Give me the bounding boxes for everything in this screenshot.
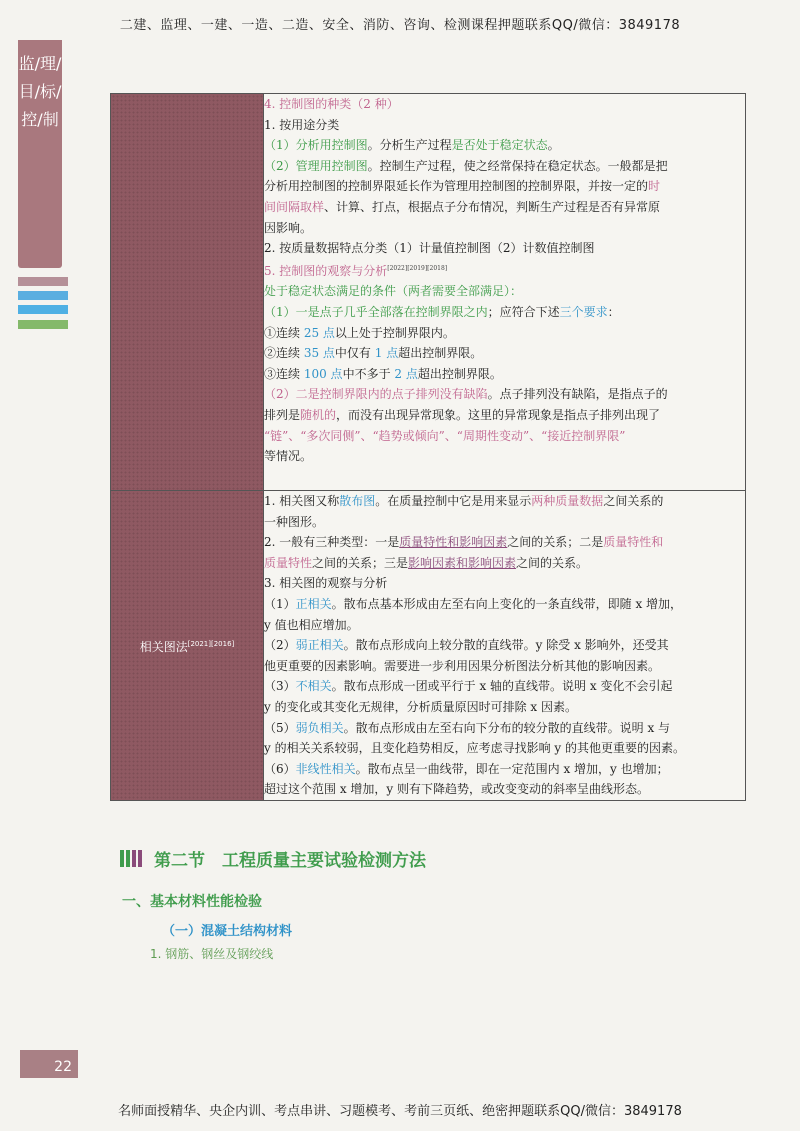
page-number: 22 [20, 1050, 78, 1078]
decor-stripe [18, 320, 68, 329]
highlight-term: 弱正相关 [295, 638, 344, 653]
text-line: 1. 按用途分类 [264, 117, 340, 132]
control-chart-content [264, 94, 746, 491]
text-line [264, 676, 745, 697]
text-span: 中不多于 [342, 366, 395, 381]
section-bars-icon [120, 850, 142, 867]
highlight-term: 质量特性 [264, 555, 313, 570]
highlight-term: 弱负相关 [295, 720, 344, 735]
chapter-side-tab [18, 40, 62, 268]
text-span: ③连续 [264, 366, 304, 381]
text-span: ①连续 [264, 325, 304, 340]
text-line [264, 323, 745, 344]
text-span: 。分析生产过程 [367, 138, 452, 153]
text-line: 4. 控制图的种类（2 种） [264, 97, 399, 111]
highlight-term: 时 [648, 179, 661, 194]
decor-stripe [18, 305, 68, 314]
text-line [264, 135, 745, 156]
highlight-term: 质量特性和 [603, 535, 664, 550]
heading-level-3: 1. 钢筋、钢丝及钢绞线 [150, 947, 274, 961]
highlight-term: 正相关 [295, 596, 332, 611]
text-span: ： [607, 304, 620, 319]
highlight-term: 100 点 [303, 366, 343, 381]
text-span: ；应符合下述 [487, 304, 560, 319]
text-line [264, 384, 745, 405]
highlight-term: 25 点 [303, 325, 335, 340]
text-span: 。散布点形成由左至右向下分布的较分散的直线带。说明 x 与 [343, 720, 671, 735]
text-span: 。散布点形成向上较分散的直线带。y 除受 x 影响外，还受其 [343, 638, 669, 653]
footer-banner: 名师面授精华、央企内训、考点串讲、习题模考、考前三页纸、绝密押题联系QQ/微信：3849178 [118, 1104, 682, 1119]
section-title-text: 第二节 工程质量主要试验检测方法 [154, 851, 426, 871]
text-span: （3） [264, 679, 296, 694]
highlight-term: 35 点 [303, 346, 335, 361]
text-span: 。点子排列没有缺陷，是指点子的 [487, 387, 668, 402]
text-line: 2. 按质量数据特点分类（1）计量值控制图（2）计数值控制图 [264, 241, 595, 256]
text-span: （1） [264, 596, 296, 611]
text-line [264, 197, 745, 218]
text-line: y 值也相应增加。 [264, 617, 359, 632]
text-line [264, 343, 745, 364]
row-label-cell [111, 491, 264, 801]
highlight-term: 间间隔取样 [264, 199, 325, 214]
text-line: 他更重要的因素影响。需要进一步利用因果分析图法分析其他的影响因素。 [264, 658, 661, 673]
text-span: 之间关系的 [603, 494, 664, 508]
highlight-term: 影响因素和影响因素 [408, 555, 517, 570]
text-line [264, 553, 745, 574]
row-label-cell-empty [111, 94, 264, 491]
text-span: 以上处于控制界限内。 [334, 325, 455, 340]
text-line: 超过这个范围 x 增加，y 则有下降趋势，或改变变动的斜率呈曲线形态。 [264, 782, 649, 797]
method-label-text: 相关图法 [139, 639, 188, 654]
text-line [264, 718, 745, 739]
text-span: 之间的关系；三是 [312, 555, 409, 570]
text-span: （5） [264, 720, 296, 735]
highlight-term: 散布图 [339, 494, 376, 508]
highlight-term: 1 点 [374, 346, 399, 361]
text-span: 1. 相关图又称 [264, 494, 340, 508]
text-line [264, 759, 745, 780]
text-line: 3. 相关图的观察与分析 [264, 576, 388, 591]
text-span: （6） [264, 761, 296, 776]
text-span: ②连续 [264, 346, 304, 361]
text-span: 2. 一般有三种类型：一是 [264, 535, 400, 550]
header-banner: 二建、监理、一建、一造、二造、安全、消防、咨询、检测课程押题联系QQ/微信：3849178 [119, 18, 681, 33]
highlight-term: 非线性相关 [295, 761, 356, 776]
highlight-term: （1）一是点子几乎全部落在控制界限之内 [264, 304, 488, 319]
text-line: 因影响。 [264, 220, 313, 235]
highlight-term: 是否处于稳定状态 [451, 138, 548, 153]
text-line [264, 302, 745, 323]
highlight-term: 两种质量数据 [531, 494, 604, 508]
text-span: 中仅有 [334, 346, 375, 361]
text-span: 。散布点呈一曲线带，即在一定范围内 x 增加，y 也增加； [355, 761, 669, 776]
decor-stripe [18, 277, 68, 286]
text-span: 之间的关系；二是 [507, 535, 604, 550]
decor-stripe [18, 291, 68, 300]
section-title [120, 846, 426, 871]
text-span: 。控制生产过程，使之经常保持在稳定状态。一般都是把 [367, 158, 668, 173]
subheading: 5. 控制图的观察与分析 [264, 263, 388, 278]
highlight-term: （1）分析用控制图 [264, 138, 368, 153]
method-label [140, 640, 235, 654]
text-line [264, 532, 745, 553]
text-line: y 的变化或其变化无规律，分析质量原因时可排除 x 因素。 [264, 699, 577, 714]
highlight-term: （2）管理用控制图 [264, 158, 368, 173]
text-span: 。散布点基本形成由左至右向上变化的一条直线带，即随 x 增加， [331, 596, 683, 611]
text-span: 。在质量控制中它是用来显示 [375, 494, 532, 508]
highlight-term: 随机的 [300, 407, 337, 422]
text-line [264, 259, 745, 282]
text-span: 分析用控制图的控制界限延长作为管理用控制图的控制界限，并按一定的 [264, 179, 649, 194]
chapter-side-tab-label: 监/理/目/标/控/制 [18, 54, 62, 129]
highlight-term: 不相关 [295, 679, 332, 694]
highlight-term: 2 点 [394, 366, 418, 381]
text-line [264, 156, 745, 177]
text-line [264, 405, 745, 426]
text-line: “链”、“多次同侧”、“趋势或倾向”、“周期性变动”、“接近控制界限” [264, 428, 626, 443]
content-table [110, 93, 746, 801]
text-span: 。 [547, 138, 560, 153]
highlight-term: （2）二是控制界限内的点子排列没有缺陷 [264, 387, 488, 402]
table-row-control-chart [111, 94, 746, 491]
text-span: 。散布点形成一团或平行于 x 轴的直线带。说明 x 变化不会引起 [331, 679, 673, 694]
text-line [264, 635, 745, 656]
text-span: ，而没有出现异常现象。这里的异常现象是指点子排列出现了 [336, 407, 661, 422]
table-row-correlation [111, 491, 746, 801]
heading-level-1: 一、基本材料性能检验 [122, 894, 262, 910]
text-span: 超出控制界限。 [417, 366, 502, 381]
text-span: 、计算、打点，根据点子分布情况，判断生产过程是否有异常原 [324, 199, 661, 214]
highlight-term: 三个要求 [559, 304, 608, 319]
text-line: 处于稳定状态满足的条件（两者需要全部满足）： [264, 284, 523, 299]
text-span: 排列是 [264, 407, 301, 422]
exam-year-note: [2022][2019][2018] [387, 264, 448, 272]
text-line [264, 364, 745, 385]
correlation-content [264, 491, 746, 801]
text-span: （2） [264, 638, 296, 653]
highlight-term: 质量特性和影响因素 [399, 535, 508, 550]
text-span: 超出控制界限。 [398, 346, 483, 361]
exam-year-note: [2021][2016] [187, 639, 235, 648]
text-line: 等情况。 [264, 449, 313, 464]
text-line [264, 176, 745, 197]
text-line [264, 491, 745, 512]
text-line: y 的相关关系较弱，且变化趋势相反，应考虑寻找影响 y 的其他更重要的因素。 [264, 741, 686, 756]
heading-level-2: （一）混凝土结构材料 [162, 924, 293, 939]
text-line [264, 594, 745, 615]
text-span: 之间的关系。 [516, 555, 589, 570]
text-line: 一种图形。 [264, 514, 325, 529]
